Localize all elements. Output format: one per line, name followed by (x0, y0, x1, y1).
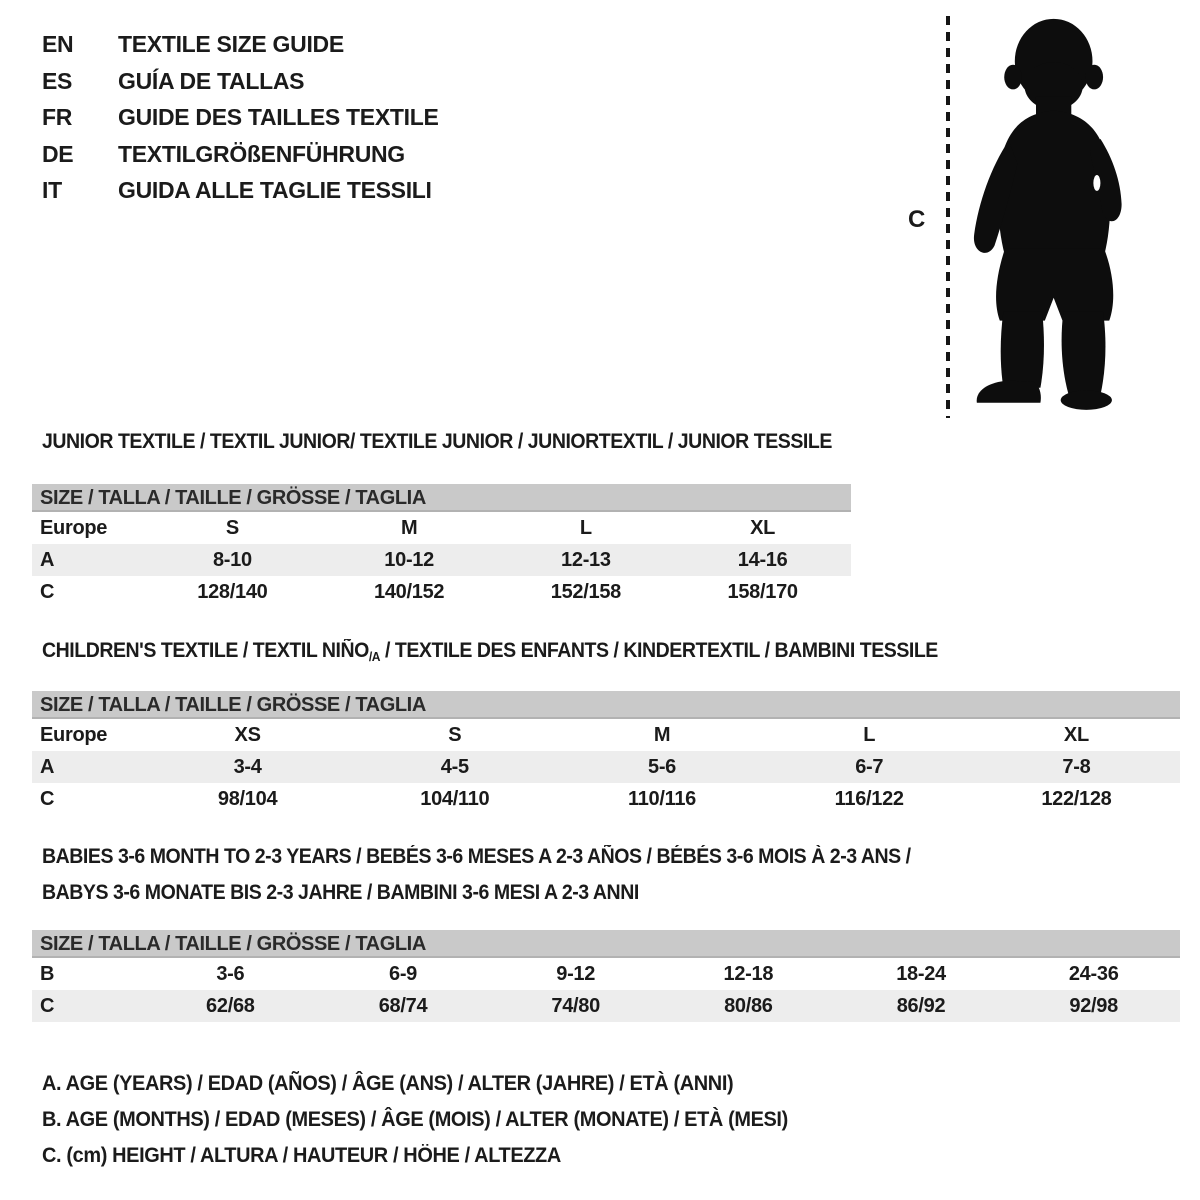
junior-size-header: SIZE / TALLA / TAILLE / GRÖSSE / TAGLIA (32, 484, 851, 512)
size-cell: L (579, 517, 592, 539)
age-cell: 12-18 (723, 963, 774, 985)
height-cell: 116/122 (834, 788, 904, 810)
height-cell: 158/170 (727, 581, 798, 603)
children-size-header: SIZE / TALLA / TAILLE / GRÖSSE / TAGLIA (32, 691, 1180, 719)
row-label: C (40, 995, 55, 1017)
size-cell: XS (234, 724, 261, 746)
height-cell: 128/140 (197, 581, 268, 603)
height-figure (900, 0, 1180, 440)
children-size-table (32, 691, 1180, 815)
height-cell: 86/92 (896, 995, 946, 1017)
size-cell: L (863, 724, 876, 746)
babies-size-table (32, 930, 1180, 1022)
language-row (42, 172, 439, 209)
height-measure-dashed-line (946, 16, 950, 418)
children-title-sub: /A (368, 649, 381, 664)
height-cell: 80/86 (724, 995, 773, 1017)
table-row (32, 958, 1180, 990)
babies-section-title-line2: BABYS 3-6 MONATE BIS 2-3 JAHRE / BAMBINI 3-6 MESI A 2-3 ANNI (42, 881, 639, 904)
language-code: IT (42, 177, 62, 203)
language-code: FR (42, 104, 73, 130)
age-cell: 24-36 (1068, 963, 1119, 985)
table-row (32, 751, 1180, 783)
legend (42, 1066, 827, 1174)
junior-section-title: JUNIOR TEXTILE / TEXTIL JUNIOR/ TEXTILE JUNIOR / JUNIORTEXTIL / JUNIOR TESSILE (42, 430, 832, 453)
age-cell: 12-13 (561, 549, 611, 571)
table-row (32, 576, 851, 608)
language-row (42, 26, 439, 63)
children-section-title (42, 639, 938, 664)
legend-line-c: C. (cm) HEIGHT / ALTURA / HAUTEUR / HÖHE / ALTEZZA (42, 1144, 561, 1167)
children-title-suffix: / TEXTILE DES ENFANTS / KINDERTEXTIL / BAMBINI TESSILE (380, 639, 938, 662)
row-label: C (40, 788, 55, 810)
age-cell: 5-6 (648, 756, 677, 778)
height-cell: 140/152 (374, 581, 445, 603)
age-cell: 7-8 (1062, 756, 1091, 778)
age-cell: 3-4 (233, 756, 262, 778)
language-row (42, 99, 439, 136)
language-title-list (42, 26, 439, 209)
language-title: TEXTILE SIZE GUIDE (118, 31, 344, 57)
size-cell: M (400, 517, 418, 539)
language-row (42, 63, 439, 100)
size-cell: XL (750, 517, 776, 539)
language-row (42, 136, 439, 173)
row-label: B (40, 963, 55, 985)
age-cell: 6-7 (855, 756, 884, 778)
age-cell: 18-24 (896, 963, 946, 985)
height-cell: 152/158 (550, 581, 621, 603)
table-row (32, 512, 851, 544)
size-cell: XL (1063, 724, 1089, 746)
row-label: A (40, 549, 55, 571)
size-cell: S (448, 724, 462, 746)
children-title-prefix: CHILDREN'S TEXTILE / TEXTIL NIÑO (42, 639, 369, 662)
table-row (32, 783, 1180, 815)
height-cell: 122/128 (1041, 788, 1112, 810)
legend-line-b: B. AGE (MONTHS) / EDAD (MESES) / ÂGE (MOIS) / ALTER (MONATE) / ETÀ (MESI) (42, 1108, 788, 1131)
age-cell: 14-16 (737, 549, 788, 571)
language-code: DE (42, 140, 74, 167)
height-cell: 74/80 (551, 995, 600, 1017)
height-cell: 62/68 (206, 995, 255, 1017)
size-cell: S (225, 517, 239, 539)
table-row (32, 990, 1180, 1022)
table-row (32, 544, 851, 576)
row-label: C (40, 581, 55, 603)
row-label: A (40, 756, 55, 778)
language-title: GUIDE DES TAILLES TEXTILE (118, 104, 439, 130)
row-label: Europe (40, 517, 108, 539)
age-cell: 3-6 (216, 963, 245, 985)
toddler-silhouette-icon (962, 10, 1140, 416)
language-code: ES (42, 67, 73, 94)
age-cell: 9-12 (556, 963, 596, 985)
babies-size-header: SIZE / TALLA / TAILLE / GRÖSSE / TAGLIA (32, 930, 1180, 958)
height-cell: 92/98 (1069, 995, 1118, 1017)
age-cell: 10-12 (384, 549, 434, 571)
height-cell: 110/116 (628, 788, 696, 810)
language-title: GUÍA DE TALLAS (118, 67, 305, 94)
babies-section-title-line1: BABIES 3-6 MONTH TO 2-3 YEARS / BEBÉS 3-6 MESES A 2-3 AÑOS / BÉBÉS 3-6 MOIS À 2-3 ANS / (42, 845, 911, 868)
row-label: Europe (40, 724, 108, 746)
table-row (32, 719, 1180, 751)
legend-line-a: A. AGE (YEARS) / EDAD (AÑOS) / ÂGE (ANS) / ALTER (JAHRE) / ETÀ (ANNI) (42, 1072, 734, 1095)
size-cell: M (653, 724, 671, 746)
age-cell: 8-10 (212, 549, 252, 571)
language-title: TEXTILGRÖßENFÜHRUNG (118, 140, 405, 167)
junior-size-table (32, 484, 851, 608)
height-cell: 104/110 (420, 788, 490, 810)
height-measure-label: C (908, 206, 926, 233)
age-cell: 4-5 (440, 756, 469, 778)
height-cell: 68/74 (378, 995, 428, 1017)
height-cell: 98/104 (217, 788, 278, 810)
language-code: EN (42, 31, 74, 57)
language-title: GUIDA ALLE TAGLIE TESSILI (118, 177, 432, 203)
age-cell: 6-9 (389, 963, 418, 985)
